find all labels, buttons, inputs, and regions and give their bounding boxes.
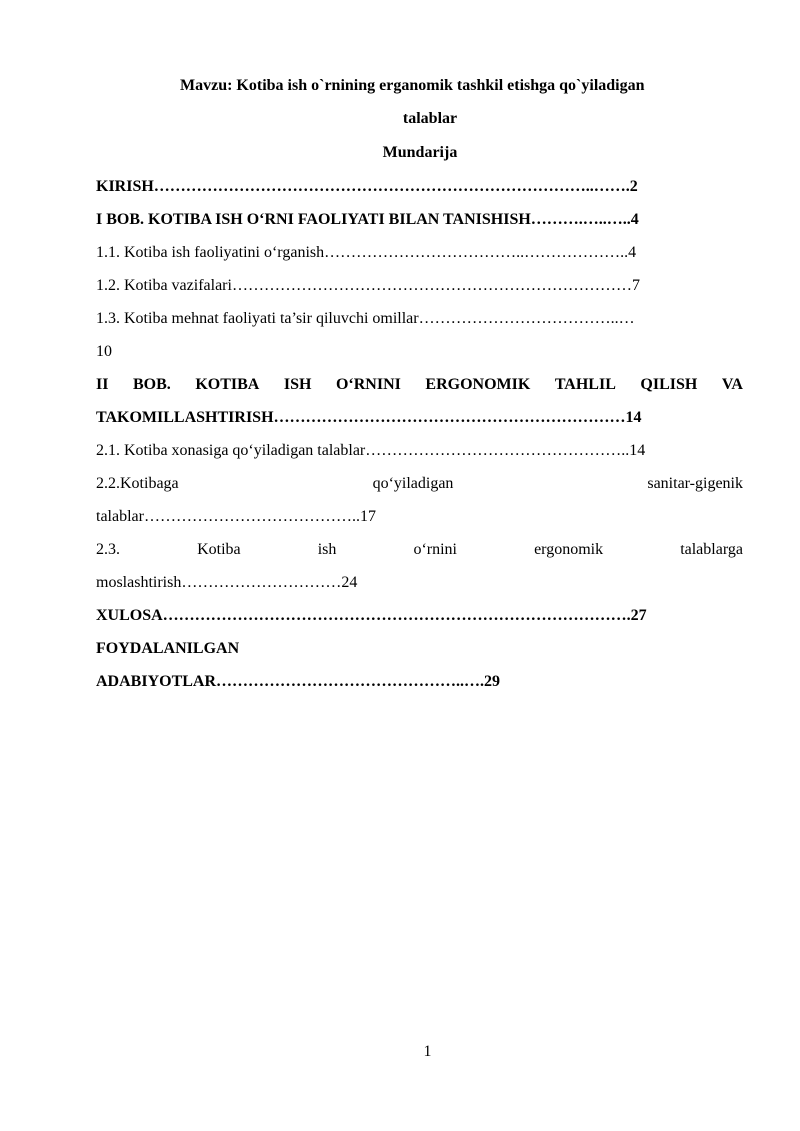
toc-word: 2.2.Kotibaga (96, 475, 179, 492)
toc-entry-chapter-2-continuation: TAKOMILLASHTIRISH…………………………………………………………14 (96, 409, 642, 426)
toc-word: talablarga (680, 541, 743, 558)
toc-word: ERGONOMIK (425, 376, 531, 393)
toc-entry-2-1: 2.1. Kotiba xonasiga qo‘yiladigan talablar…………………………………………..14 (96, 442, 646, 459)
toc-word: ISH (283, 376, 312, 393)
toc-entry-references: FOYDALANILGAN (96, 640, 240, 657)
toc-entry-2-2 (96, 474, 743, 494)
toc-word: sanitar-gigenik (647, 475, 743, 492)
toc-entry-chapter-2 (96, 375, 743, 395)
toc-entry-2-2-continuation: talablar…………………………………..17 (96, 508, 376, 525)
toc-word: KOTIBA (195, 376, 260, 393)
toc-entry-1-1: 1.1. Kotiba ish faoliyatini o‘rganish………………………………..………………..4 (96, 244, 637, 261)
toc-entry-chapter-1: I BOB. KOTIBA ISH O‘RNI FAOLIYATI BILAN TANISHISH……….…..…..4 (96, 211, 639, 228)
toc-entry-1-3-page: 10 (96, 343, 112, 360)
toc-entry-2-3-continuation: moslashtirish…………………………24 (96, 574, 358, 591)
toc-entry-xulosa: XULOSA…………………………………………………………………………….27 (96, 607, 647, 624)
toc-word: II (96, 376, 109, 393)
toc-word: Kotiba (197, 541, 241, 558)
toc-word: ergonomik (534, 541, 604, 558)
toc-word: BOB. (132, 376, 171, 393)
toc-word: 2.3. (96, 541, 120, 558)
toc-entry-kirish: KIRISH………………………………………………………………………..…….2 (96, 178, 638, 195)
toc-entry-references-continuation: ADABIYOTLAR………………………………………..….29 (96, 673, 501, 690)
toc-entry-1-3: 1.3. Kotiba mehnat faoliyati ta’sir qiluvchi omillar………………………………..… (96, 310, 635, 327)
toc-word: o‘rnini (413, 541, 457, 558)
toc-word: TAHLIL (554, 376, 616, 393)
toc-word: qo‘yiladigan (372, 475, 454, 492)
contents-heading: Mundarija (382, 144, 458, 161)
toc-word: ish (317, 541, 337, 558)
toc-word: QILISH (640, 376, 698, 393)
toc-word: VA (721, 376, 743, 393)
toc-entry-1-2: 1.2. Kotiba vazifalari…………………………………………………………………7 (96, 277, 640, 294)
document-title-continuation: talablar (402, 110, 458, 127)
document-title: Mavzu: Kotiba ish o`rnining erganomik tashkil etishga qo`yiladigan (180, 77, 645, 94)
page-number: 1 (423, 1043, 432, 1060)
toc-entry-2-3 (96, 540, 743, 560)
toc-word: O‘RNINI (335, 376, 401, 393)
